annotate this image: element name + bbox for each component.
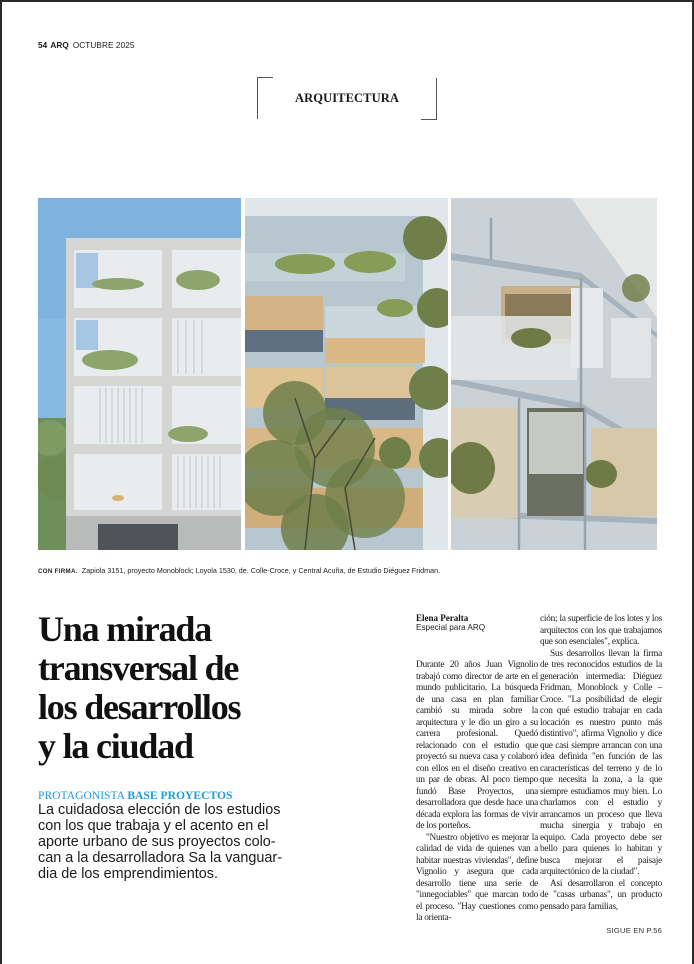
folio bbox=[38, 41, 135, 50]
kicker-name: BASE PROYECTOS bbox=[127, 789, 233, 802]
photo-central-acuna bbox=[451, 198, 657, 550]
deck-line: aporte urbano de sus proyectos colo- bbox=[38, 833, 276, 850]
headline-line: y la ciudad bbox=[38, 726, 193, 766]
kicker-label: PROTAGONISTA bbox=[38, 789, 125, 802]
body-paragraph: ción; la superficie de los lotes y los arquitectos con los que trabajamos que son esenciales", explica. bbox=[540, 614, 662, 647]
byline bbox=[416, 613, 536, 633]
author-role: Especial para ARQ bbox=[416, 623, 486, 632]
body-paragraph: Sus desarrollos llevan la firma de tres reconocidos estudios de la generación intermedia: Diéguez Fridman, Monoblock y Colle – Croce. "La posibilidad de elegir con qué estudio trabajar en cada locación es nuestro punto más distintivo", afirma Vignolio y dice que casi siempre arrancan con una idea definida "en función de las características del terreno y de lo que necesita la zona, a la que siempre estudiamos muy bien. Lo charlamos con el estudio y arrancamos un proceso que lleva mucha sinergia y trabajo en equipo. Cada proyecto debe ser bello para quienes lo habitan y busca mejorar el paisaje arquitectónico de la ciudad". bbox=[540, 648, 662, 877]
body-column-1 bbox=[416, 660, 538, 925]
photo-caption bbox=[38, 566, 658, 575]
photo-zapiola bbox=[38, 198, 241, 550]
caption-lead: CON FIRMA. bbox=[38, 568, 78, 575]
building-photo-illustration bbox=[38, 198, 241, 550]
author-name: Elena Peralta bbox=[416, 613, 469, 623]
body-column-2 bbox=[540, 614, 662, 913]
section-tag bbox=[257, 77, 437, 120]
section-label: ARQUITECTURA bbox=[295, 91, 399, 105]
page-number: 54 bbox=[38, 41, 48, 50]
section-name: ARQ bbox=[50, 41, 69, 50]
deck bbox=[38, 803, 368, 883]
deck-line: con los que trabaja y el acento en el bbox=[38, 817, 269, 834]
continued-on-page[interactable]: SIGUE EN P.56 bbox=[606, 926, 662, 935]
headline-line: los desarrollos bbox=[38, 687, 241, 727]
photo-strip bbox=[38, 198, 657, 550]
caption-text: Zapiola 3151, proyecto Monoblock; Loyola 1530, de. Colle-Croce, y Central Acuña, de Estudio Diéguez Fridman. bbox=[81, 566, 441, 575]
deck-line: dia de los emprendimientos. bbox=[38, 865, 218, 882]
issue-date: OCTUBRE 2025 bbox=[72, 41, 135, 50]
body-paragraph: Durante 20 años Juan Vignolio trabajó como director de arte en el mundo publicitario. La búsqueda de una casa en plan familiar cambió su mirada sobre la arquitectura y le dio un giro a su carrera profesional. Quedó relacionado con el estudio que proyectó su nueva casa y colaboró con ellos en el diseño creativo en un par de obras. Al poco tiempo fundó Base Proyectos, una desarrolladora que desde hace una década explora las formas de vivir de los porteños. bbox=[416, 660, 538, 831]
headline bbox=[38, 610, 368, 766]
building-photo-illustration bbox=[245, 198, 448, 550]
deck-line: La cuidadosa elección de los estudios bbox=[38, 802, 281, 818]
body-paragraph: Así desarrollaron el concepto de "casas urbanas", un producto pensado para familias, bbox=[540, 878, 662, 912]
building-photo-illustration bbox=[451, 198, 657, 550]
deck-line: can a la desarrolladora Sa la vanguar- bbox=[38, 849, 282, 866]
body-paragraph: "Nuestro objetivo es mejorar la calidad de vida de quienes van a habitar nuestras viviendas", define Vignolio y asegura que cada desarrollo tiene una serie de "innegociables" que marcan todo el proceso. "Hay cuestiones como la orienta- bbox=[416, 832, 538, 923]
headline-line: Una mirada bbox=[38, 609, 212, 649]
photo-loyola bbox=[245, 198, 448, 550]
kicker bbox=[38, 789, 232, 802]
headline-line: transversal de bbox=[38, 648, 239, 688]
